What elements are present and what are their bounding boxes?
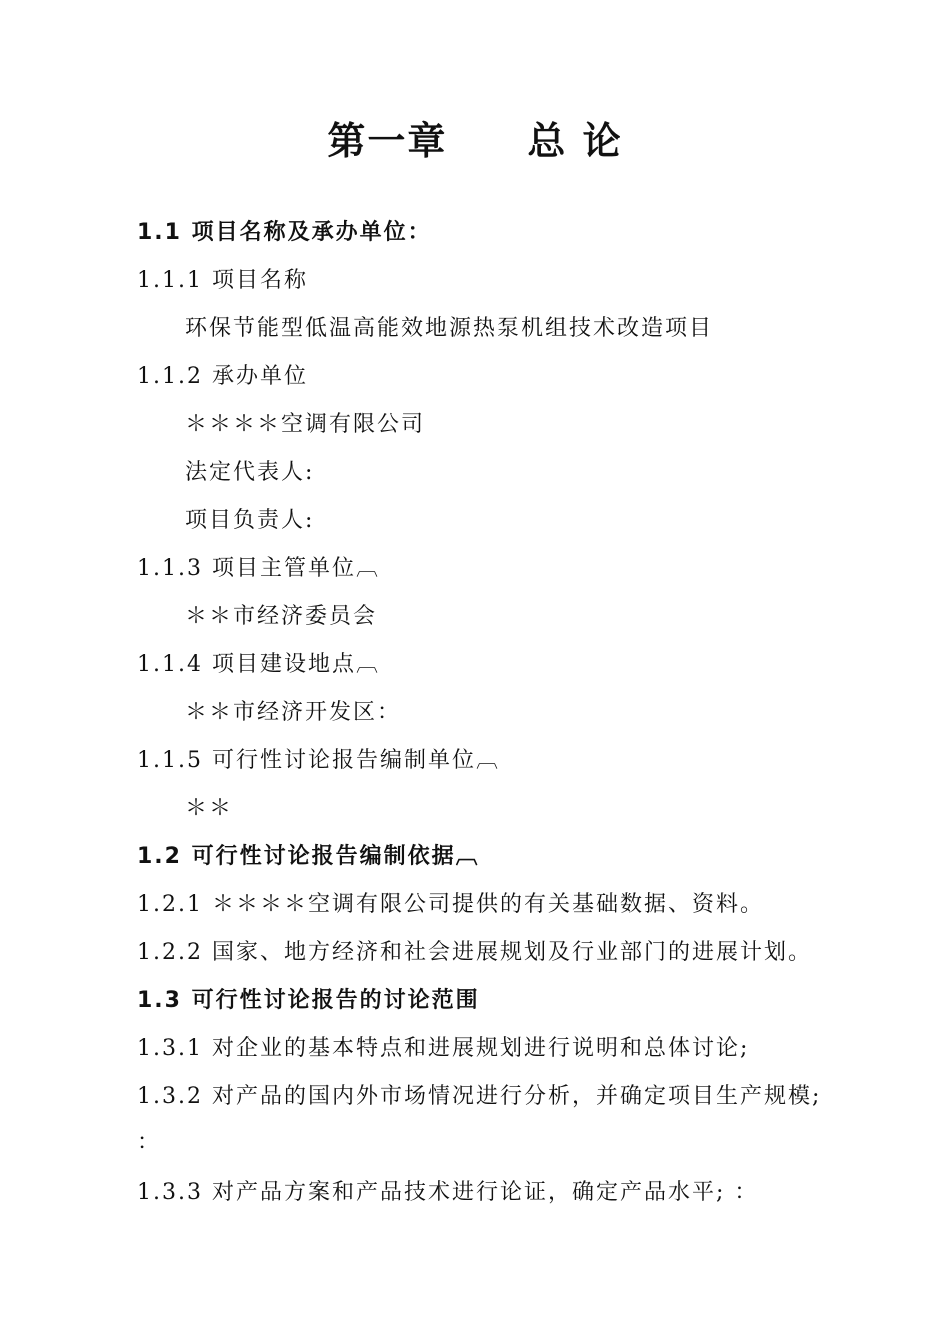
basis-item-1-2-2: 1.2.2 国家、地方经济和社会进展规划及行业部门的进展计划。 (137, 940, 812, 965)
subsection-heading-1-1-4: 1.1.4 项目建设地点︹ (137, 652, 380, 677)
chapter-name: 总 论 (527, 119, 623, 163)
subsection-heading-1-1-2: 1.1.2 承办单位 (137, 364, 308, 389)
subsection-heading-1-1-1: 1.1.1 项目名称 (137, 268, 308, 293)
legal-representative: 法定代表人: (185, 460, 315, 485)
chapter-title (0, 110, 950, 165)
construction-site: ＊＊市经济开发区： (185, 700, 402, 725)
section-heading-1-1: 1.1 项目名称及承办单位： (137, 220, 432, 245)
scope-item-1-3-2: 1.3.2 对产品的国内外市场情况进行分析，并确定项目生产规模; (137, 1084, 822, 1109)
authority-name: ＊＊市经济委员会 (185, 604, 378, 629)
chapter-number: 第一章 (327, 119, 448, 163)
section-heading-1-3: 1.3 可行性讨论报告的讨论范围 (137, 988, 480, 1013)
scope-item-1-3-3: 1.3.3 对产品方案和产品技术进行论证，确定产品水平; ： (137, 1180, 759, 1205)
organizer-name: ＊＊＊＊空调有限公司 (185, 412, 426, 437)
subsection-heading-1-1-5: 1.1.5 可行性讨论报告编制单位︹ (137, 748, 500, 773)
subsection-heading-1-1-3: 1.1.3 项目主管单位︹ (137, 556, 380, 581)
report-author: ＊＊ (185, 796, 234, 821)
scope-item-1-3-1: 1.3.1 对企业的基本特点和进展规划进行说明和总体讨论; (137, 1036, 750, 1061)
project-leader: 项目负责人: (185, 508, 315, 533)
basis-item-1-2-1: 1.2.1 ＊＊＊＊空调有限公司提供的有关基础数据、资料。 (137, 892, 764, 917)
scope-item-1-3-2-continuation: ： (137, 1130, 162, 1155)
section-heading-1-2: 1.2 可行性讨论报告编制依据︹ (137, 844, 480, 869)
project-name: 环保节能型低温高能效地源热泵机组技术改造项目 (185, 316, 714, 341)
